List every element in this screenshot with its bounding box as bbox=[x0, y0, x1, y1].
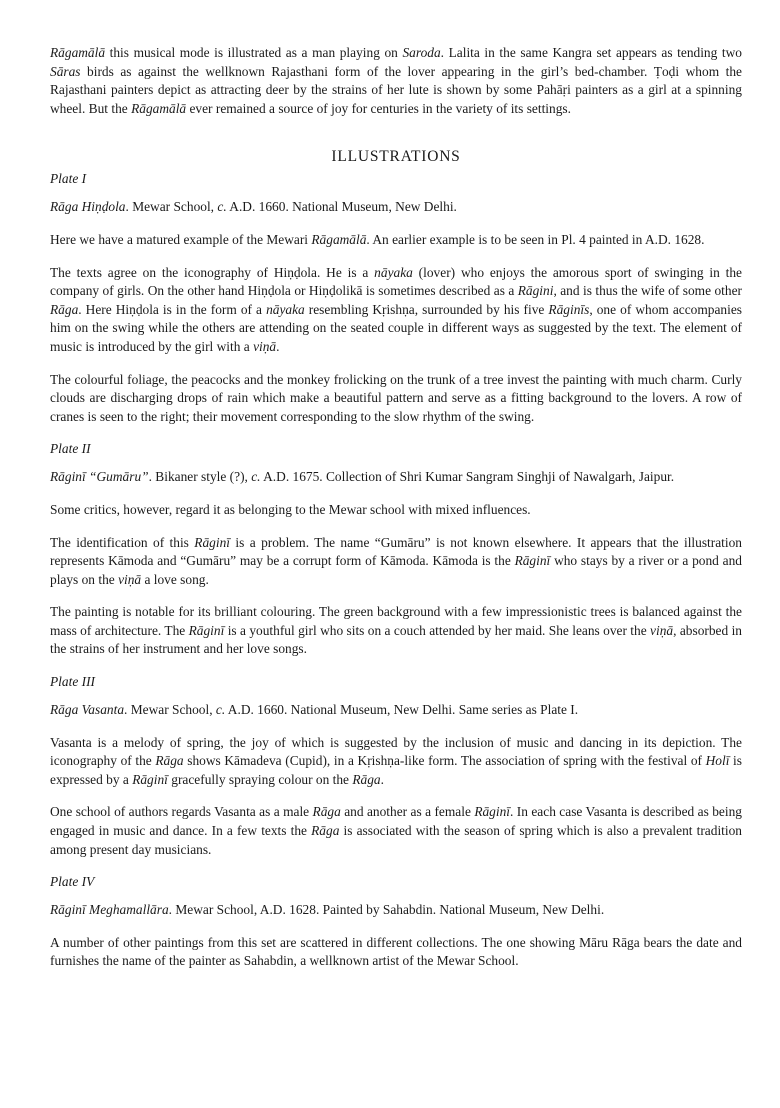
italic-term: viṇā bbox=[253, 338, 277, 354]
italic-term: Rāginī Meghamallāra bbox=[50, 902, 169, 918]
italic-term: c. bbox=[217, 199, 227, 215]
plate-paragraph bbox=[50, 231, 742, 250]
text-run: . bbox=[276, 338, 280, 354]
intro-paragraph bbox=[50, 44, 742, 118]
plate-caption bbox=[50, 468, 742, 487]
italic-term: Rāga bbox=[50, 301, 79, 317]
text-run: . Mewar School, bbox=[125, 199, 218, 215]
italic-term: Holī bbox=[705, 753, 730, 769]
italic-term: Rāginī “Gumāru” bbox=[50, 469, 149, 485]
italic-term: Rāgamālā bbox=[311, 231, 367, 247]
plate-paragraph bbox=[50, 264, 742, 357]
text-run: The painting is notable for its brilliant colouring. The green background with a few impressionistic trees is balanced against the mass of architecture. The bbox=[50, 604, 742, 638]
plate-block-4 bbox=[50, 873, 742, 971]
text-run: . Mewar School, A.D. 1628. Painted by Sahabdin. National Museum, New Delhi. bbox=[168, 902, 605, 918]
italic-term: Rāga bbox=[155, 753, 184, 769]
italic-term: Rāginī bbox=[188, 622, 225, 638]
text-run: The colourful foliage, the peacocks and the monkey frolicking on the trunk of a tree invest the painting with much charm. Curly clouds are discharging drops of rain which make a beautiful pattern and serve as a fitting background to the lovers. A row of cranes is seen to the right; their movement corresponding to the slow rhythm of the swing. bbox=[50, 371, 742, 424]
text-run: , absorbed in the strains of her instrument and her love songs. bbox=[50, 622, 742, 657]
text-run: gracefully spraying colour on the bbox=[167, 771, 353, 787]
text-run: A.D. 1660. National Museum, New Delhi. bbox=[226, 199, 457, 215]
text-run: shows Kāmadeva (Cupid), in a Kṛishṇa-like form. The association of spring with the festival of bbox=[183, 753, 706, 769]
italic-term: Rāginīs bbox=[548, 301, 590, 317]
text-run: birds as against the wellknown Rajasthani form of the lover appearing in the girl’s bed-chamber. Ṭoḍi whom the Rajasthani painters depict as attracting deer by the strains of her lute is shown by some Pahāṛi painters as a girl at a spinning wheel. But the bbox=[50, 63, 742, 116]
text-run: , one of whom accompanies him on the swing while the others are attending on the seated couple in different ways as suggested by the text. The element of music is introduced by the girl with a bbox=[50, 301, 743, 354]
text-run: is expressed by a bbox=[50, 753, 742, 787]
text-run: and another as a female bbox=[340, 804, 475, 820]
text-run: resembling Kṛishṇa, surrounded by his five bbox=[304, 301, 549, 317]
text-run: A.D. 1660. National Museum, New Delhi. Same series as Plate I. bbox=[225, 702, 579, 718]
italic-term: Rāga bbox=[352, 771, 381, 787]
text-run: A number of other paintings from this set are scattered in different collections. The one showing Māru Rāga bears the date and furnishes the name of the painter as Sahabdin, a wellknown artist of the Mewar School. bbox=[50, 934, 742, 969]
text-run: . An earlier example is to be seen in Pl. 4 painted in A.D. 1628. bbox=[366, 231, 705, 247]
text-run: The identification of this bbox=[50, 534, 195, 550]
italic-term: Rāga Hiṇḍola bbox=[50, 199, 126, 215]
text-run: is a youthful girl who sits on a couch attended by her maid. She leans over the bbox=[224, 622, 651, 638]
italic-term: Rāga Vasanta bbox=[50, 702, 125, 718]
text-run: Vasanta is a melody of spring, the joy of which is suggested by the inclusion of music and dancing in its depiction. The iconography of the bbox=[50, 734, 742, 769]
text-run: this musical mode is illustrated as a man playing on bbox=[105, 45, 403, 60]
plate-caption bbox=[50, 701, 742, 720]
plate-paragraph bbox=[50, 934, 742, 971]
italic-term: Rāgamālā bbox=[50, 45, 106, 60]
italic-term: Sāras bbox=[50, 63, 81, 79]
italic-term: Rāga bbox=[312, 804, 341, 820]
italic-term: Rāginī bbox=[474, 804, 511, 820]
italic-term: Saroda bbox=[402, 45, 441, 60]
italic-term: Rāginī bbox=[194, 534, 231, 550]
plate-label: Plate IV bbox=[50, 874, 95, 890]
text-run: . Here Hiṇḍola is in the form of a bbox=[78, 301, 267, 317]
italic-term: c. bbox=[215, 702, 226, 718]
plate-label: Plate II bbox=[50, 441, 91, 457]
text-run: . In each case Vasanta is described as being engaged in music and dance. In a few texts the bbox=[50, 804, 742, 839]
plate-paragraph bbox=[50, 803, 742, 859]
italic-term: Rāga bbox=[311, 823, 340, 839]
plate-paragraph bbox=[50, 603, 742, 659]
italic-term: nāyaka bbox=[374, 264, 413, 280]
italic-term: viṇā bbox=[650, 622, 674, 638]
text-run: Here we have a matured example of the Mewari bbox=[50, 231, 312, 247]
text-run: . Mewar School, bbox=[124, 702, 216, 718]
document-page bbox=[50, 44, 742, 971]
italic-term: Rāginī bbox=[132, 771, 168, 787]
text-run: Some critics, however, regard it as belonging to the Mewar school with mixed influences. bbox=[50, 501, 531, 517]
plate-block-2 bbox=[50, 440, 742, 659]
plate-paragraph bbox=[50, 734, 742, 790]
text-run: . bbox=[380, 771, 384, 787]
italic-term: viṇā bbox=[118, 571, 142, 587]
text-run: who stays by a river or a pond and plays on the bbox=[50, 553, 742, 587]
plate-paragraph bbox=[50, 534, 742, 590]
text-run: a love song. bbox=[141, 571, 209, 587]
plate-paragraph bbox=[50, 501, 742, 520]
plate-label: Plate III bbox=[50, 674, 95, 690]
section-heading: ILLUSTRATIONS bbox=[331, 148, 461, 166]
plate-label: Plate I bbox=[50, 171, 87, 187]
italic-term: Rāgini bbox=[517, 283, 554, 299]
plate-block-3 bbox=[50, 673, 742, 859]
text-run: (lover) who enjoys the amorous sport of swinging in the company of girls. On the other hand Hiṇḍola or Hiṇḍolikā is sometimes described as a bbox=[50, 264, 743, 299]
plate-caption bbox=[50, 901, 742, 920]
text-run: The texts agree on the iconography of Hiṇḍola. He is a bbox=[50, 264, 375, 280]
text-run: ever remained a source of joy for centuries in the variety of its settings. bbox=[186, 100, 571, 116]
text-run: . Bikaner style (?), bbox=[148, 469, 252, 485]
italic-term: Rāginī bbox=[514, 553, 551, 569]
text-run: A.D. 1675. Collection of Shri Kumar Sangram Singhji of Nawalgarh, Jaipur. bbox=[260, 469, 675, 485]
italic-term: c. bbox=[251, 469, 261, 485]
text-run: is a problem. The name “Gumāru” is not known elsewhere. It appears that the illustration represents Kāmoda and “Gumāru” may be a corrupt form of Kāmoda. Kāmoda is the bbox=[50, 534, 742, 569]
italic-term: nāyaka bbox=[266, 301, 305, 317]
plate-paragraph bbox=[50, 371, 742, 427]
plate-caption bbox=[50, 198, 742, 217]
text-run: , and is thus the wife of some other bbox=[553, 283, 742, 299]
text-run: . Lalita in the same Kangra set appears as tending two bbox=[440, 45, 743, 60]
text-run: is associated with the season of spring which is also a prevalent tradition among present day musicians. bbox=[50, 823, 742, 857]
italic-term: Rāgamālā bbox=[131, 100, 187, 116]
text-run: One school of authors regards Vasanta as a male bbox=[50, 804, 313, 820]
plate-block-1 bbox=[50, 170, 742, 426]
